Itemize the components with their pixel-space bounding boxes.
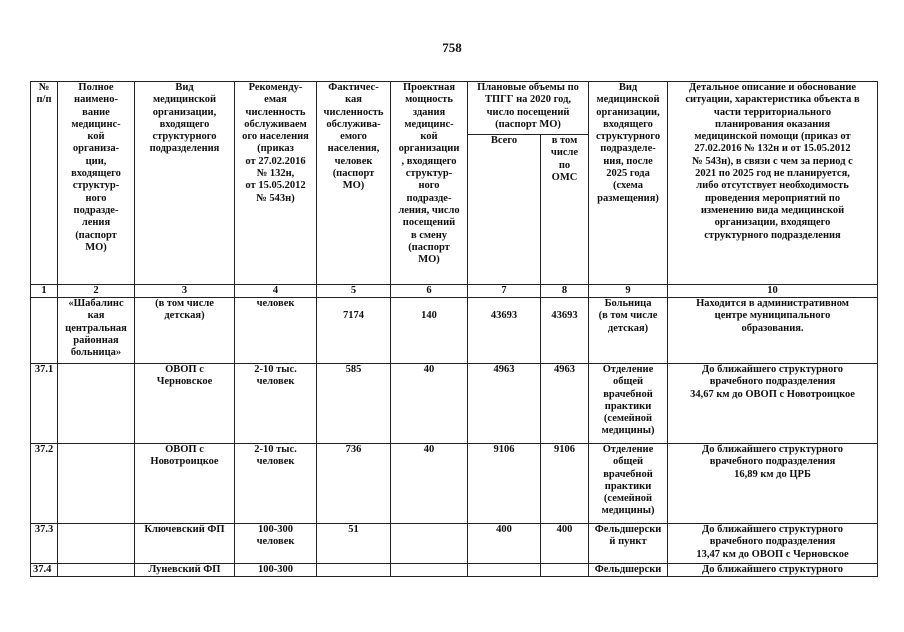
table-row: [31, 524, 878, 564]
oms-visits: [541, 564, 589, 577]
header-design-capacity: Проектная мощность здания медицинс- кой организации , входящего структур- ного подразде- ления, число посещений в смену (паспорт МО): [391, 82, 468, 285]
row-number: [31, 298, 58, 364]
description: До ближайшего структурного врачебного подразделения 13,47 км до ОВОП с Черновское: [668, 524, 878, 564]
org-type: Ключевский ФП: [135, 524, 235, 564]
header-org-name: Полное наимено- вание медицинс- кой организа- ции, входящего структур- ного подразде- ления (паспорт МО): [58, 82, 135, 285]
actual-population: 7174: [317, 298, 391, 364]
column-number: 2: [58, 285, 135, 298]
header-org-type: Вид медицинской организации, входящего структурного подразделения: [135, 82, 235, 285]
design-capacity: [391, 564, 468, 577]
table-row: [31, 444, 878, 524]
description: До ближайшего структурного врачебного подразделения 34,67 км до ОВОП с Новотроицкое: [668, 364, 878, 444]
actual-population: 51: [317, 524, 391, 564]
page-number: 758: [442, 40, 462, 55]
column-number: 9: [589, 285, 668, 298]
actual-population: 585: [317, 364, 391, 444]
description: До ближайшего структурного: [668, 564, 878, 577]
header-row-number: № п/п: [31, 82, 58, 285]
description: Находится в административном центре муниципального образования.: [668, 298, 878, 364]
description: До ближайшего структурного врачебного подразделения 16,89 км до ЦРБ: [668, 444, 878, 524]
row-number: 37.2: [31, 444, 58, 524]
row-number: 37.4: [31, 564, 58, 577]
column-number: 7: [468, 285, 541, 298]
column-number: 4: [235, 285, 317, 298]
recommended-population: 100-300: [235, 564, 317, 577]
header-oms-visits: в том числе по ОМС: [541, 135, 589, 285]
actual-population: 736: [317, 444, 391, 524]
header-total-visits: Всего: [468, 135, 541, 285]
recommended-population: 100-300 человек: [235, 524, 317, 564]
type-after-2025: Отделение общей врачебной практики (семейной медицины): [589, 444, 668, 524]
header-planned-volumes: Плановые объемы по ТПГГ на 2020 год, число посещений (паспорт МО): [468, 82, 589, 135]
type-after-2025: Фельдшерски й пункт: [589, 524, 668, 564]
recommended-population: 2-10 тыс. человек: [235, 364, 317, 444]
row-number: 37.3: [31, 524, 58, 564]
design-capacity: 40: [391, 364, 468, 444]
table-row: [31, 564, 878, 577]
org-name: [58, 564, 135, 577]
oms-visits: 43693: [541, 298, 589, 364]
org-type: ОВОП с Черновское: [135, 364, 235, 444]
design-capacity: 40: [391, 444, 468, 524]
design-capacity: [391, 524, 468, 564]
row-number: 37.1: [31, 364, 58, 444]
design-capacity: 140: [391, 298, 468, 364]
column-number: 8: [541, 285, 589, 298]
actual-population: [317, 564, 391, 577]
type-after-2025: Больница (в том числе детская): [589, 298, 668, 364]
type-after-2025: Отделение общей врачебной практики (семейной медицины): [589, 364, 668, 444]
header-recommended-population: Рекоменду- емая численность обслуживаем ого населения (приказ от 27.02.2016 № 132н, от 15.05.2012 № 543н): [235, 82, 317, 285]
total-visits: 4963: [468, 364, 541, 444]
org-name: [58, 364, 135, 444]
org-type: Луневский ФП: [135, 564, 235, 577]
recommended-population: 2-10 тыс. человек: [235, 444, 317, 524]
header-description: Детальное описание и обоснование ситуации, характеристика объекта в части территориального планирования оказания медицинской помощи (приказ от 27.02.2016 № 132н и от 15.05.2012 № 543н), в связи с чем за период с 2021 по 2025 год не планируется, либо отсутствует необходимость проведения мероприятий по изменению вида медицинской организации, входящего структурного подразделения: [668, 82, 878, 285]
column-number: 6: [391, 285, 468, 298]
column-number: 10: [668, 285, 878, 298]
total-visits: [468, 564, 541, 577]
medical-organizations-table: [30, 81, 878, 577]
table-row: [31, 298, 878, 364]
total-visits: 43693: [468, 298, 541, 364]
org-name: [58, 524, 135, 564]
oms-visits: 400: [541, 524, 589, 564]
org-type: (в том числе детская): [135, 298, 235, 364]
oms-visits: 4963: [541, 364, 589, 444]
oms-visits: 9106: [541, 444, 589, 524]
table-row: [31, 364, 878, 444]
org-name: «Шабалинс кая центральная районная больница»: [58, 298, 135, 364]
column-number: 1: [31, 285, 58, 298]
recommended-population: человек: [235, 298, 317, 364]
type-after-2025: Фельдшерски: [589, 564, 668, 577]
org-name: [58, 444, 135, 524]
total-visits: 400: [468, 524, 541, 564]
header-actual-population: Фактичес- кая численность обслужива- емого населения, человек (паспорт МО): [317, 82, 391, 285]
column-number: 3: [135, 285, 235, 298]
column-numbers-row: [31, 285, 878, 298]
header-type-after-2025: Вид медицинской организации, входящего структурного подразделе- ния, после 2025 года (схема размещения): [589, 82, 668, 285]
total-visits: 9106: [468, 444, 541, 524]
column-number: 5: [317, 285, 391, 298]
org-type: ОВОП с Новотроицкое: [135, 444, 235, 524]
